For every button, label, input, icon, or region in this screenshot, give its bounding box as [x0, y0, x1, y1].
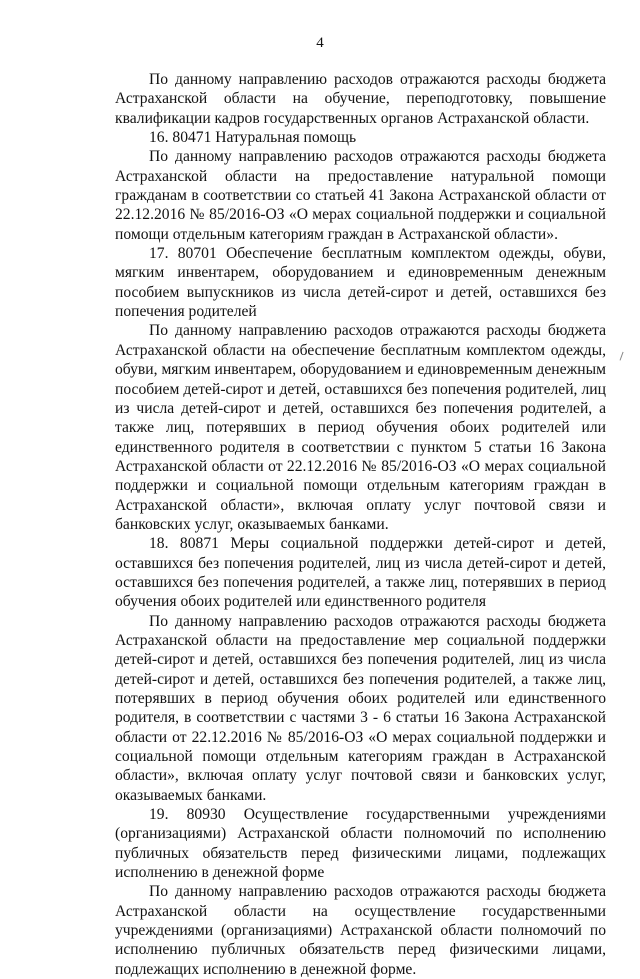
margin-mark — [620, 352, 626, 361]
paragraph-section-17-description: По данному направлению расходов отражаются расходы бюджета Астраханской области на обеспечение бесплатным комплектом одежды, обуви, мягким инвентарем, оборудованием и единовременным денежным пособием детей-сирот и детей, оставшихся без попечения родителей, лиц из числа детей-сирот и детей, оставшихся без попечения родителей, а также лиц, потерявших в период обучения обоих родителей или единственного родителя в соответствии с пунктом 5 статьи 16 Закона Астраханской области от 22.12.2016 № 85/2016-ОЗ «О мерах социальной поддержки и социальной помощи отдельным категориям граждан в Астраханской области», включая оплату услуг почтовой связи и банковских услуг, оказываемых банками. — [115, 322, 606, 533]
paragraph-section-18-description: По данному направлению расходов отражаются расходы бюджета Астраханской области на предоставление мер социальной поддержки детей-сирот и детей, оставшихся без попечения родителей, лиц из числа детей-сирот и детей, оставшихся без попечения родителей, а также лиц, потерявших в период обучения обоих родителей или единственного родителя, в соответствии с частями 3 - 6 статьи 16 Закона Астраханской области от 22.12.2016 № 85/2016-ОЗ «О мерах социальной поддержки и социальной помощи отдельным категориям граждан в Астраханской области», включая оплату услуг почтовой связи и банковских услуг, оказываемых банками. — [115, 612, 606, 804]
section-19-heading: 19. 80930 Осуществление государственными учреждениями (организациями) Астраханской области полномочий по исполнению публичных обязательств перед физическими лицами, подлежащих исполнению в денежной форме — [115, 806, 606, 882]
document-body — [115, 70, 606, 979]
paragraph-section-16-description: По данному направлению расходов отражаются расходы бюджета Астраханской области на предоставление натуральной помощи гражданам в соответствии со статьей 41 Закона Астраханской области от 22.12.2016 № 85/2016-ОЗ «О мерах социальной поддержки и социальной помощи отдельным категориям граждан в Астраханской области». — [115, 148, 606, 243]
paragraph-direction-15-description: По данному направлению расходов отражаются расходы бюджета Астраханской области на обучение, переподготовку, повышение квалификации кадров государственных органов Астраханской области. — [115, 71, 606, 127]
section-17-heading: 17. 80701 Обеспечение бесплатным комплектом одежды, обуви, мягким инвентарем, оборудованием и единовременным денежным пособием выпускников из числа детей-сирот и детей, оставшихся без попечения родителей — [115, 245, 606, 321]
section-16-heading: 16. 80471 Натуральная помощь — [149, 129, 357, 147]
paragraph-section-19-description: По данному направлению расходов отражаются расходы бюджета Астраханской области на осуществление государственными учреждениями (организациями) Астраханской области полномочий по исполнению публичных обязательств перед физическими лицами, подлежащих исполнению в денежной форме. — [115, 883, 606, 978]
page-number: 4 — [316, 35, 324, 51]
section-18-heading: 18. 80871 Меры социальной поддержки детей-сирот и детей, оставшихся без попечения родителей, лиц из числа детей-сирот и детей, оставшихся без попечения родителей, а также лиц, потерявших в период обучения обоих родителей или единственного родителя — [115, 535, 606, 611]
